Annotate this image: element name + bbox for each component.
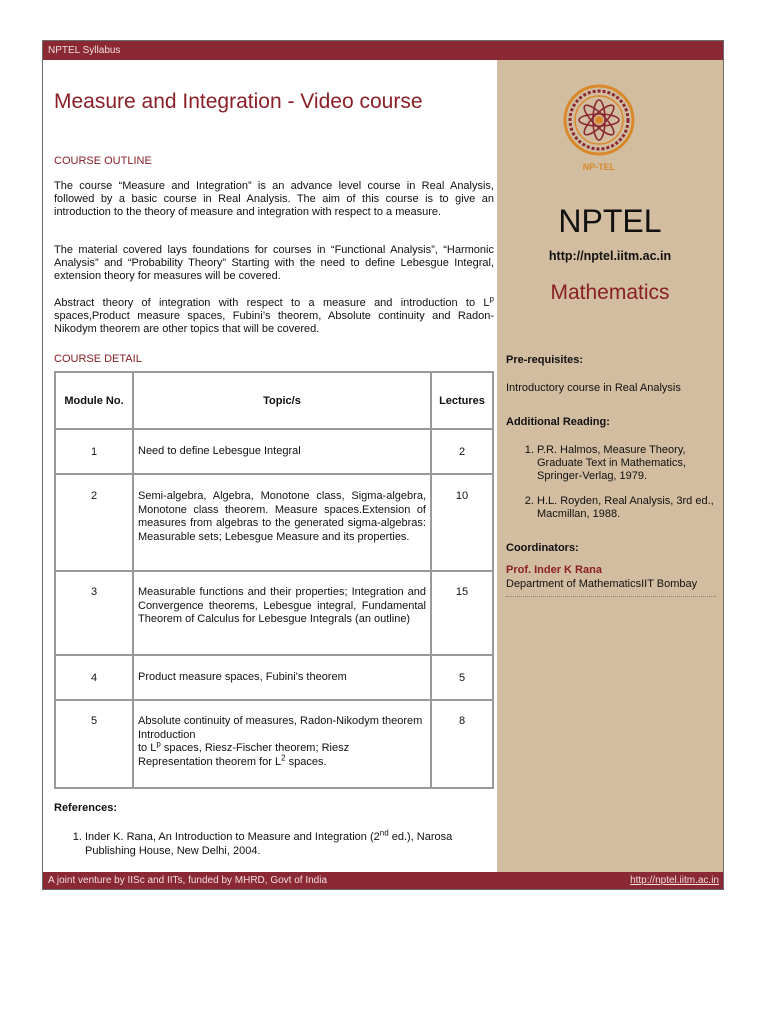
topic-text-b: to L xyxy=(138,742,157,754)
header-module: Module No. xyxy=(55,372,133,429)
nptel-url[interactable]: http://nptel.iitm.ac.in xyxy=(548,249,672,263)
sidebar xyxy=(497,60,723,872)
coordinator-dept: Department of MathematicsIIT Bombay xyxy=(506,578,698,590)
page-frame xyxy=(42,40,724,890)
list-item: 2. H.L. Royden, Real Analysis, 3rd ed., Macmillan, 1988. xyxy=(537,495,727,521)
topic-text-a: Absolute continuity of measures, Radon-Nikodym theorem Introduction xyxy=(138,715,423,741)
nptel-name: NPTEL xyxy=(558,203,662,239)
module-cell: 4 xyxy=(55,655,133,700)
ref-sup: nd xyxy=(379,828,389,838)
detail-heading: COURSE DETAIL xyxy=(54,353,142,365)
reading-heading: Additional Reading: xyxy=(506,416,610,428)
header-bar xyxy=(43,41,723,60)
coordinators-heading: Coordinators: xyxy=(506,542,579,554)
table-row xyxy=(55,429,493,474)
outline-paragraph-1: The course “Measure and Integration” is an advance level course in Real Analysis, followed by a basic course in Real Analysis. The aim of this course is to give an introduction to the theory of measure and integration with respect to a measure. xyxy=(54,180,494,218)
prereq-heading: Pre-requisites: xyxy=(506,354,584,366)
main-column xyxy=(43,60,497,872)
topic-text-d: spaces. xyxy=(285,755,327,768)
course-title: Measure and Integration - Video course xyxy=(54,90,423,113)
coordinator-name: Prof. Inder K Rana xyxy=(506,564,602,576)
module-cell: 1 xyxy=(55,429,133,474)
lectures-cell: 8 xyxy=(431,700,493,788)
divider xyxy=(506,596,716,597)
header-label: NPTEL Syllabus xyxy=(48,45,121,56)
table-row xyxy=(55,655,493,700)
footer-text: A joint venture by IISc and IITs, funded by MHRD, Govt of India xyxy=(48,875,328,886)
subject-title: Mathematics xyxy=(550,281,670,304)
header-lectures: Lectures xyxy=(431,372,493,429)
reading-list xyxy=(521,444,727,533)
topic-cell: Measurable functions and their properties; Integration and Convergence theorems, Lebesgue integral, Fundamental Theorem of Calculus for Lebesgue Integrals (an outline) xyxy=(133,571,431,655)
header-topics: Topic/s xyxy=(133,372,431,429)
footer-bar xyxy=(43,872,723,889)
references-list xyxy=(69,828,505,858)
list-item: 1. P.R. Halmos, Measure Theory, Graduate Text in Mathematics, Springer-Verlag, 1979. xyxy=(537,444,727,483)
logo-text: NP-TEL xyxy=(582,162,616,172)
lectures-cell: 5 xyxy=(431,655,493,700)
lectures-cell: 10 xyxy=(431,474,493,571)
topic-text-c: spaces, Riesz-Fischer theorem; Riesz Representation theorem for L xyxy=(138,742,350,768)
table-row xyxy=(55,571,493,655)
lectures-cell: 2 xyxy=(431,429,493,474)
course-detail-table xyxy=(54,371,494,789)
outline-paragraph-3 xyxy=(54,294,494,336)
outline-p3-text-a: Abstract theory of integration with respect to a measure and introduction to L xyxy=(54,297,490,309)
topic-cell: Need to define Lebesgue Integral xyxy=(133,429,431,474)
outline-p3-text-b: spaces,Product measure spaces, Fubini’s theorem, Absolute continuity and Radon-Nikodym theorem are other topics that will be covered. xyxy=(54,310,494,335)
references-heading: References: xyxy=(54,802,117,814)
nptel-logo xyxy=(561,82,637,182)
outline-p3-sup: p xyxy=(489,294,494,304)
ref-text-b: ed.), Narosa Publishing House, New Delhi, 2004. xyxy=(85,831,453,857)
module-cell: 3 xyxy=(55,571,133,655)
module-cell: 2 xyxy=(55,474,133,571)
table-header-row xyxy=(55,372,493,429)
table-row xyxy=(55,474,493,571)
lectures-cell: 15 xyxy=(431,571,493,655)
ref-text-a: Inder K. Rana, An Introduction to Measure and Integration (2 xyxy=(85,831,380,843)
footer-link[interactable]: http://nptel.iitm.ac.in xyxy=(630,875,719,886)
table-row xyxy=(55,700,493,788)
outline-heading: COURSE OUTLINE xyxy=(54,155,152,167)
module-cell: 5 xyxy=(55,700,133,788)
topic-sup-2: 2 xyxy=(281,752,286,762)
topic-sup-1: p xyxy=(156,739,161,749)
topic-cell xyxy=(133,700,431,788)
topic-cell: Product measure spaces, Fubini's theorem xyxy=(133,655,431,700)
outline-paragraph-2: The material covered lays foundations for courses in “Functional Analysis”, “Harmonic Analysis” and “Probability Theory” Starting with the need to define Lebesgue Integral, extension theory for measures will be covered. xyxy=(54,244,494,282)
list-item xyxy=(85,828,505,858)
prereq-text: Introductory course in Real Analysis xyxy=(506,382,681,394)
topic-cell: Semi-algebra, Algebra, Monotone class, Sigma-algebra, Monotone class theorem. Measure spaces.Extension of measures from algebras to the generated sigma-algebras: Measurable sets; Lebesgue Measure and its properties. xyxy=(133,474,431,571)
